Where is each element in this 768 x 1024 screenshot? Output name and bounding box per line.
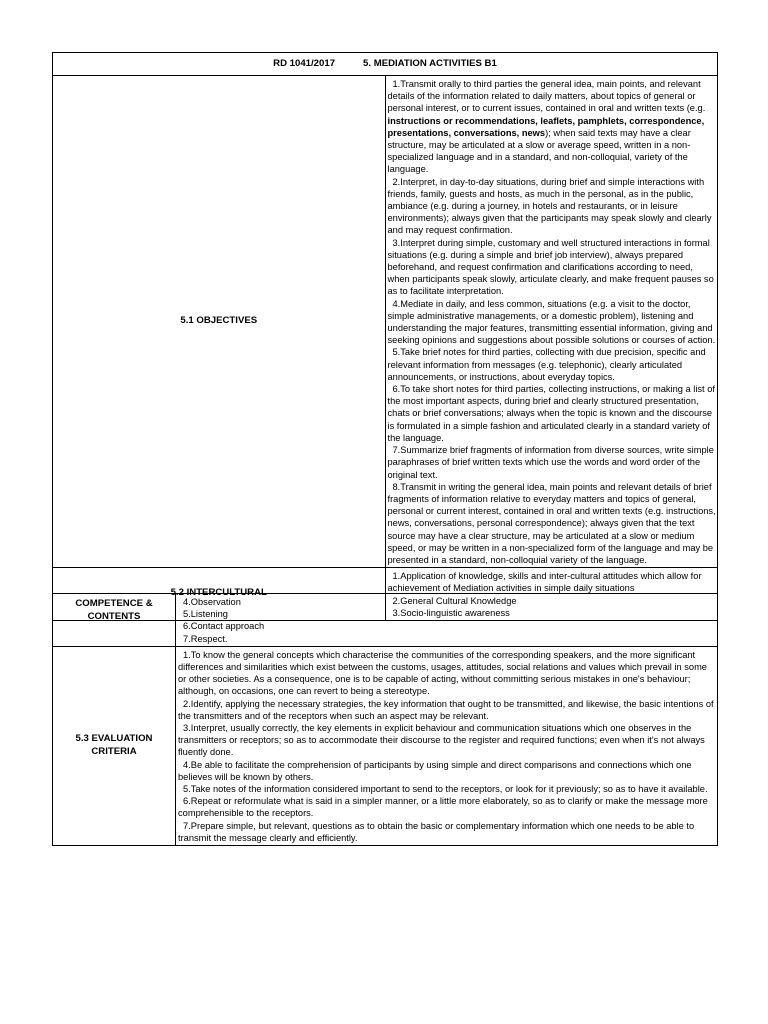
- competence-item: 5.Listening: [183, 609, 228, 620]
- evaluation-row: [53, 646, 718, 845]
- evaluation-item: 1.To know the general concepts which characterise the communities of the corresponding speakers, and the more significant differences and similarities which exist between the customs, usages, attitudes, social relations and values which prevail in some or other societies. As a consequence, one is to be capable of acting, without committing serious mistakes in one's behaviour; although, on occasions, one can revert to being a stereotype.: [178, 649, 707, 697]
- competence-row: [53, 594, 718, 647]
- evaluation-label: 5.3 EVALUATION CRITERIA: [53, 646, 176, 845]
- competence-item: 7.Respect.: [183, 633, 228, 644]
- intercultural-item: 2.General Cultural Knowledge: [392, 595, 517, 606]
- evaluation-item: 4.Be able to facilitate the comprehension of participants by using simple and direct comparisons and connections which one believes will be known by others.: [178, 759, 692, 782]
- mediation-table: [52, 52, 718, 621]
- competence-table: [52, 593, 718, 846]
- objective-item: 1.Transmit orally to third parties the general idea, main points, and relevant details of the information related to daily matters, about topics of general or personal interest, or to current issues, contained in oral and written texts (e.g. instructions or recommendations, leaflets, pamphlets, correspondence, presentations, conversations, news); when said texts may have a clear structure, may be articulated at a slow or average speed, written in a non-specialized language and in a standard, and non-colloquial, variety of the language.: [387, 79, 706, 175]
- evaluation-item: 5.Take notes of the information considered important to send to the receptors, or look for it previously; so as to have it available.: [183, 784, 708, 795]
- table-title: [53, 53, 718, 76]
- objectives-label: 5.1 OBJECTIVES: [53, 76, 386, 568]
- competence-content: [176, 594, 718, 647]
- competence-item: 6.Contact approach: [183, 621, 265, 632]
- intercultural-label: 5.2 INTERCULTURAL: [53, 568, 386, 621]
- objective-item: 6.To take short notes for third parties, collecting instructions, or making a list of the most important aspects, during brief and clearly structured presentation, chats or brief conversations; always when the topic is known and the discourse is formulated in a simple fashion and articulated clearly in a standard variety of the language.: [387, 384, 715, 443]
- title-left: RD 1041/2017: [273, 57, 336, 69]
- objective-item: 3.Interpret during simple, customary and well structured interactions in formal situations (e.g. during a simple and brief job interview), always prepared beforehand, and request confirmation and clarifications according to need, when participants speak slowly, articulate clearly, and make frequent pauses so as to facilitate interpretation.: [387, 237, 714, 297]
- intercultural-item: 3.Socio-linguistic awareness: [392, 607, 510, 618]
- competence-label: COMPETENCE & CONTENTS: [53, 594, 176, 647]
- objectives-row: [53, 76, 718, 568]
- objective-item: 8.Transmit in writing the general idea, main points and relevant details of brief fragments of information relative to everyday matters and topics of general, personal or current interest, contained in oral and written texts (e.g. instructions, news, conversations, personal correspondence); always given that the text source may have a clear structure, may be articulated at a slow or medium speed, or may be written in a non-specialized form of the language and may be presented in a standard, non-colloquial variety of the language.: [387, 481, 716, 565]
- evaluation-item: 3.Interpret, usually correctly, the key elements in explicit behaviour and communication situations which one observes in the transmitters or receptors; so as to accommodate their discourse to the register and required functions; even when it's not always fluently done.: [178, 723, 705, 758]
- evaluation-item: 7.Prepare simple, but relevant, questions as to obtain the basic or complementary information which one needs to be able to transmit the message clearly and efficiently.: [178, 820, 695, 843]
- title-right: 5. MEDIATION ACTIVITIES B1: [363, 57, 497, 69]
- objective-item: 5.Take brief notes for third parties, collecting with due precision, specific and relevant information from messages (e.g. telephonic), clearly articulated announcements, or instructions, about everyday topics.: [387, 347, 706, 382]
- objective-item: 4.Mediate in daily, and less common, situations (e.g. a visit to the doctor, simple administrative managements, or a domestic problem), listening and understanding the major features, transmitting essential information, giving and seeking opinions and suggestions about possible solutions or courses of action.: [387, 298, 716, 346]
- evaluation-item: 6.Repeat or reformulate what is said in a simpler manner, or a little more elaborately, so as to clarify or make the message more comprehensible to the receptors.: [178, 796, 708, 819]
- objective-item: 7.Summarize brief fragments of information from diverse sources, write simple paraphrases of brief written texts which use the words and word order of the original text.: [387, 445, 714, 480]
- intercultural-item: 1.Application of knowledge, skills and inter-cultural attitudes which allow for achievement of Mediation activities in simple daily situations: [387, 571, 702, 594]
- objectives-content: [385, 76, 718, 568]
- evaluation-content: [176, 646, 718, 845]
- objective-item: 2.Interpret, in day-to-day situations, during brief and simple interactions with friends, family, guests and hosts, as much in the personal, as in the public, ambiance (e.g. during a journey, in hotels and restaurants, or in leisure environments); always given that the participants may speak slowly and clearly and may request confirmation.: [387, 176, 712, 236]
- table-title-row: [53, 53, 718, 76]
- evaluation-item: 2.Identify, applying the necessary strategies, the key information that ought to be transmitted, and likewise, the basic intentions of the transmitters and of the receptors when such an aspect may be relevant.: [178, 698, 714, 721]
- competence-item: 4.Observation: [183, 597, 241, 607]
